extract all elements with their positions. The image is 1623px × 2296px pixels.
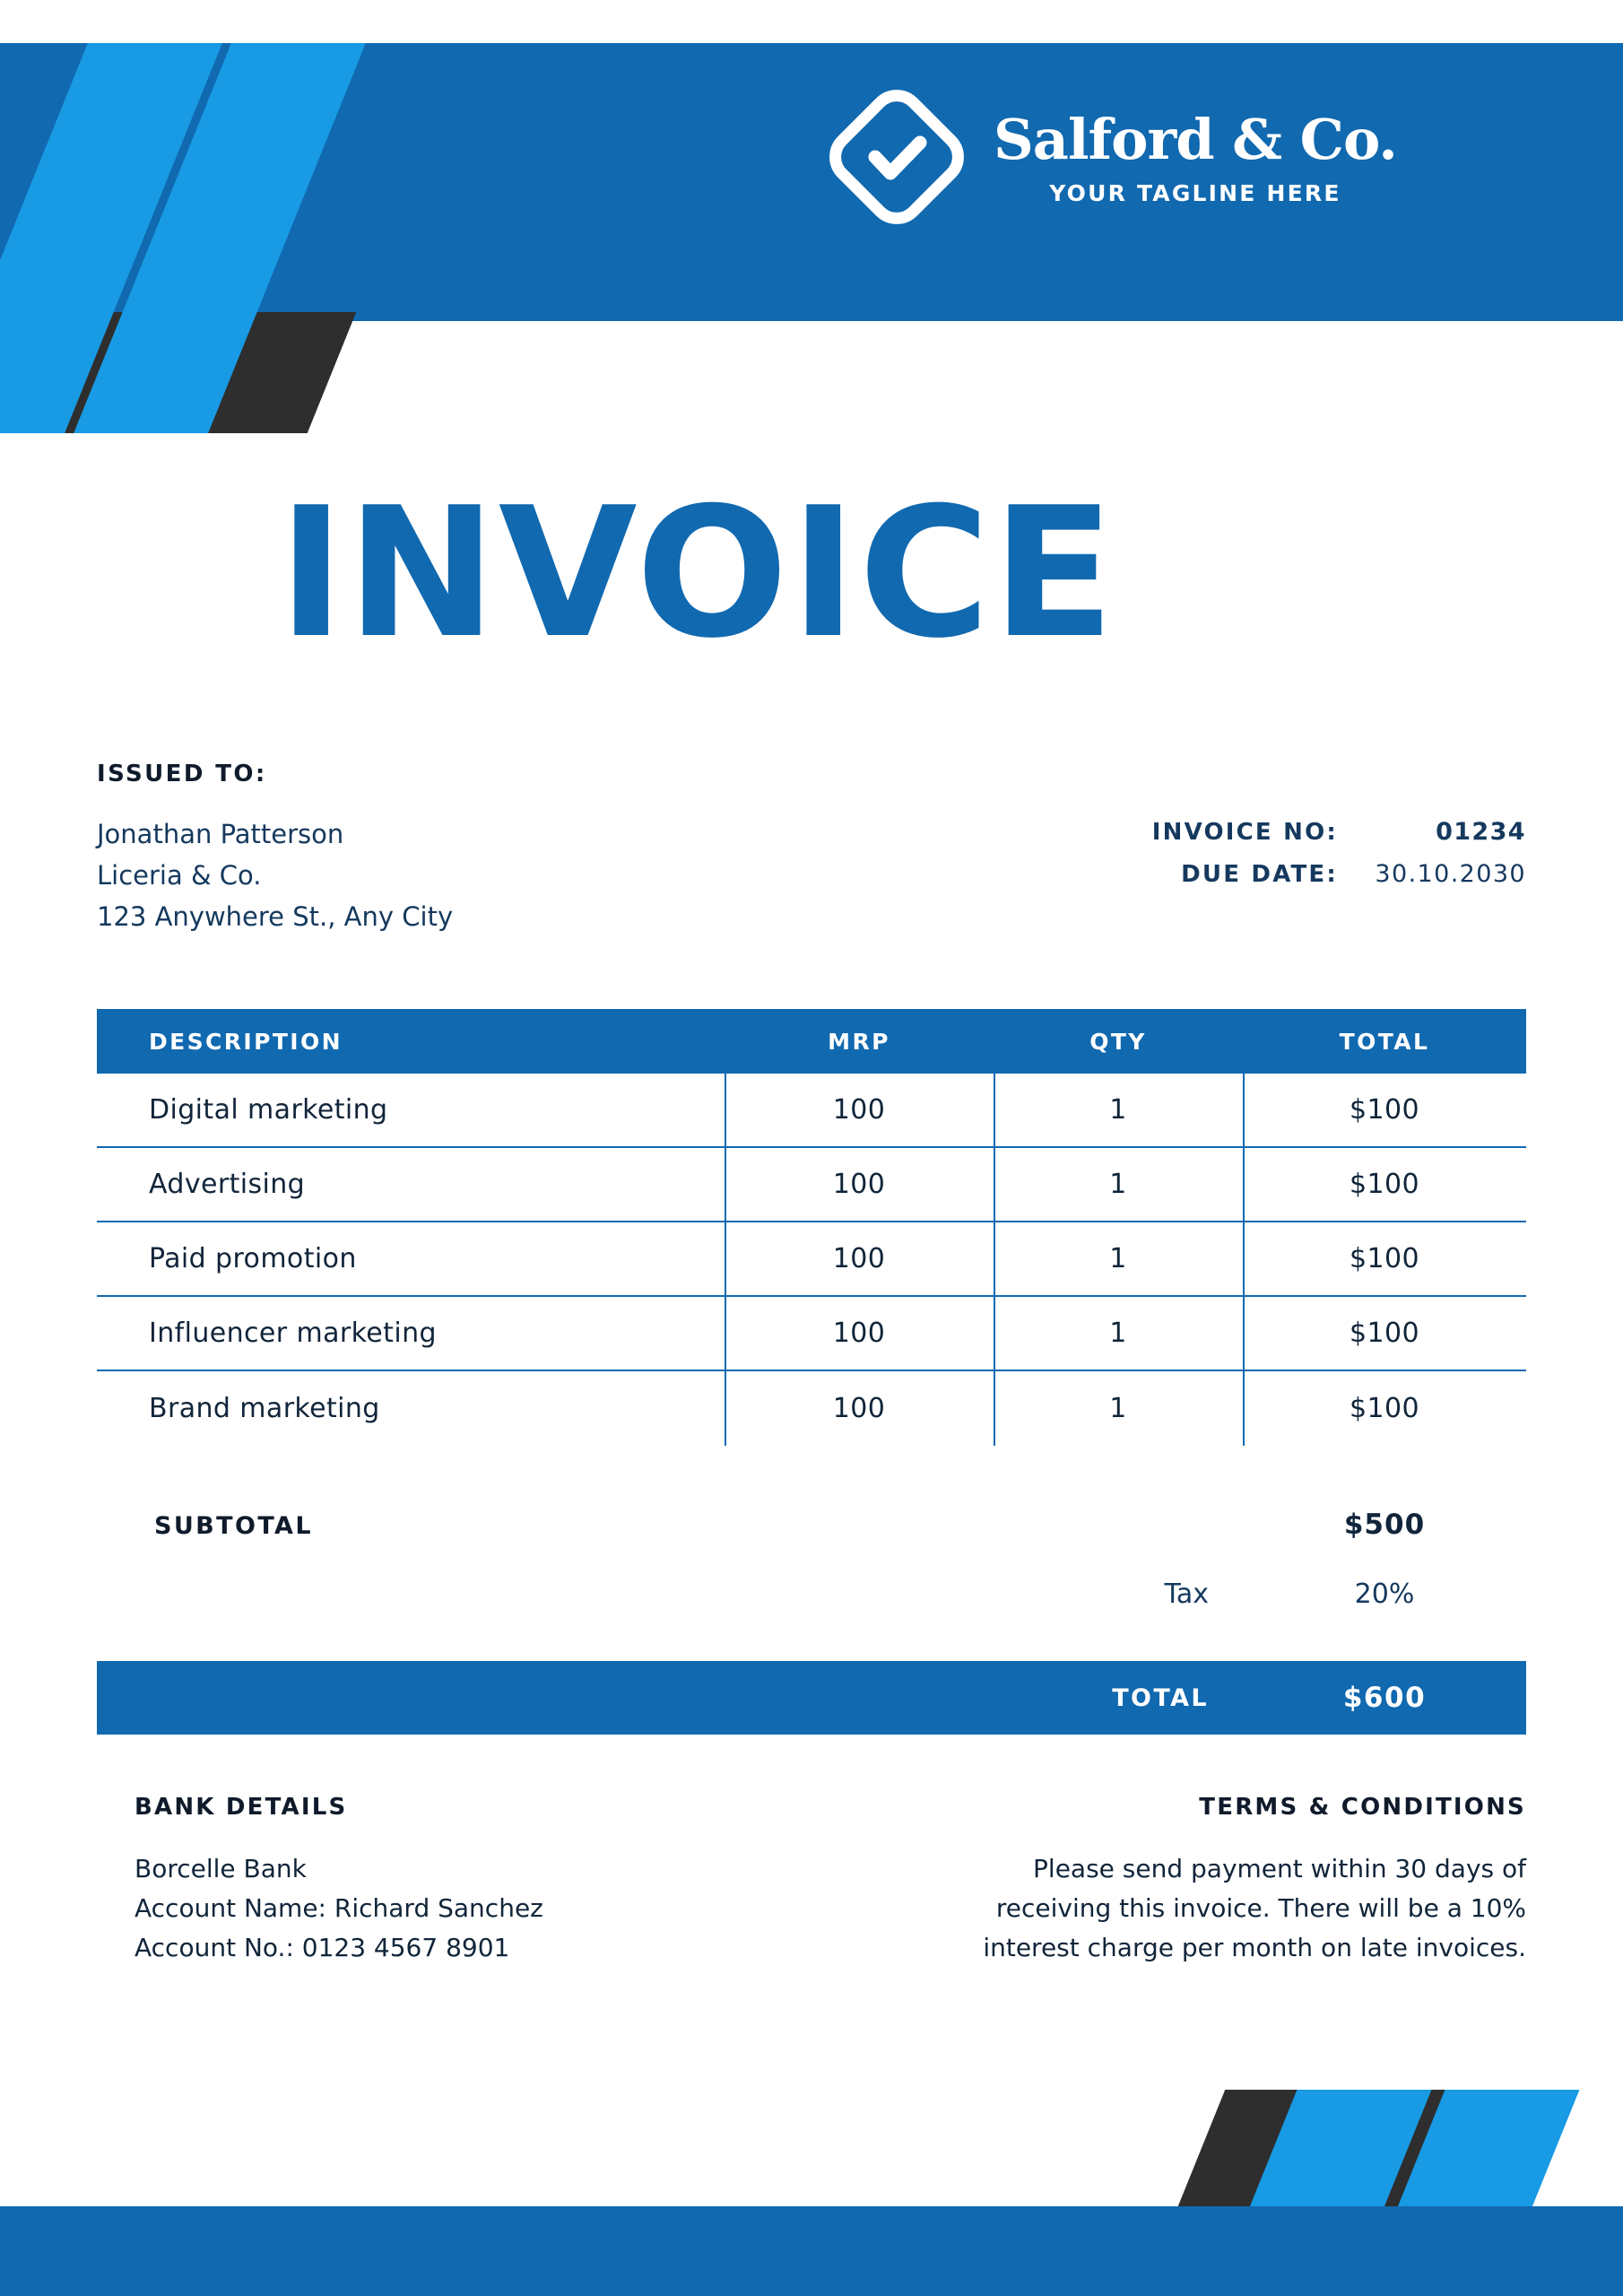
table-body bbox=[97, 1074, 1526, 1446]
brand-logo bbox=[825, 85, 1397, 229]
cell-mrp: 100 bbox=[832, 1393, 886, 1424]
cell-mrp: 100 bbox=[832, 1094, 886, 1126]
cell-description: Advertising bbox=[149, 1169, 306, 1200]
page-title: INVOICE bbox=[278, 469, 1116, 678]
check-diamond-icon bbox=[825, 85, 968, 229]
cell-total: $100 bbox=[1350, 1169, 1419, 1200]
cell-qty: 1 bbox=[1109, 1393, 1127, 1424]
subtotal-row bbox=[97, 1509, 1526, 1541]
cell-total: $100 bbox=[1350, 1393, 1419, 1424]
table-header-row bbox=[97, 1009, 1526, 1074]
cell-qty: 1 bbox=[1109, 1318, 1127, 1349]
invoice-no-value: 01234 bbox=[1436, 818, 1526, 846]
invoice-no-label: INVOICE NO: bbox=[1151, 819, 1338, 846]
table-row bbox=[97, 1148, 1526, 1222]
total-value: $600 bbox=[1342, 1682, 1427, 1714]
table-row bbox=[97, 1222, 1526, 1297]
tax-value: 20% bbox=[1354, 1578, 1415, 1610]
brand-text bbox=[994, 106, 1397, 206]
brand-name: Salford & Co. bbox=[994, 106, 1397, 172]
bank-details-block bbox=[135, 1849, 543, 1969]
due-date-value: 30.10.2030 bbox=[1375, 860, 1526, 888]
total-label: TOTAL bbox=[1112, 1683, 1209, 1712]
bank-account-number: Account No.: 0123 4567 8901 bbox=[135, 1933, 510, 1963]
cell-mrp: 100 bbox=[832, 1243, 886, 1274]
terms-text: Please send payment within 30 days of receiving this invoice. There will be a 10% interest charge per month on late invoices. bbox=[983, 1854, 1526, 1963]
cell-description: Brand marketing bbox=[149, 1393, 380, 1424]
total-bar bbox=[97, 1661, 1526, 1735]
bank-account-name: Account Name: Richard Sanchez bbox=[135, 1893, 543, 1924]
tax-row bbox=[97, 1578, 1526, 1610]
bank-name: Borcelle Bank bbox=[135, 1854, 307, 1883]
line-items-table bbox=[97, 1009, 1526, 1446]
cell-description: Influencer marketing bbox=[149, 1318, 437, 1349]
client-name: Jonathan Patterson bbox=[97, 819, 344, 849]
cell-mrp: 100 bbox=[832, 1169, 886, 1200]
cell-qty: 1 bbox=[1109, 1169, 1127, 1200]
bank-details-title: BANK DETAILS bbox=[135, 1794, 348, 1821]
tax-label: Tax bbox=[1164, 1578, 1209, 1610]
issued-to-block bbox=[97, 814, 453, 937]
brand-tagline: YOUR TAGLINE HERE bbox=[1049, 179, 1341, 206]
due-date-row bbox=[1024, 860, 1526, 888]
terms-title: TERMS & CONDITIONS bbox=[1199, 1794, 1526, 1821]
cell-qty: 1 bbox=[1109, 1094, 1127, 1126]
cell-description: Digital marketing bbox=[149, 1094, 388, 1126]
cell-qty: 1 bbox=[1109, 1243, 1127, 1274]
column-header-mrp: MRP bbox=[828, 1028, 890, 1055]
cell-total: $100 bbox=[1350, 1318, 1419, 1349]
due-date-label: DUE DATE: bbox=[1181, 861, 1338, 888]
footer-band bbox=[0, 2206, 1623, 2296]
invoice-meta bbox=[1024, 818, 1526, 902]
cell-total: $100 bbox=[1350, 1243, 1419, 1274]
cell-mrp: 100 bbox=[832, 1318, 886, 1349]
column-header-description: DESCRIPTION bbox=[149, 1028, 343, 1055]
cell-total: $100 bbox=[1350, 1094, 1419, 1126]
cell-description: Paid promotion bbox=[149, 1243, 357, 1274]
table-row bbox=[97, 1074, 1526, 1148]
table-row bbox=[97, 1371, 1526, 1446]
invoice-no-row bbox=[1024, 818, 1526, 846]
issued-to-label: ISSUED TO: bbox=[97, 761, 267, 787]
column-header-qty: QTY bbox=[1089, 1028, 1147, 1055]
column-header-total: TOTAL bbox=[1339, 1028, 1430, 1055]
subtotal-value: $500 bbox=[1343, 1509, 1426, 1541]
client-address: 123 Anywhere St., Any City bbox=[97, 900, 454, 932]
table-row bbox=[97, 1297, 1526, 1371]
client-company: Liceria & Co. bbox=[97, 859, 262, 891]
subtotal-label: SUBTOTAL bbox=[154, 1512, 313, 1540]
